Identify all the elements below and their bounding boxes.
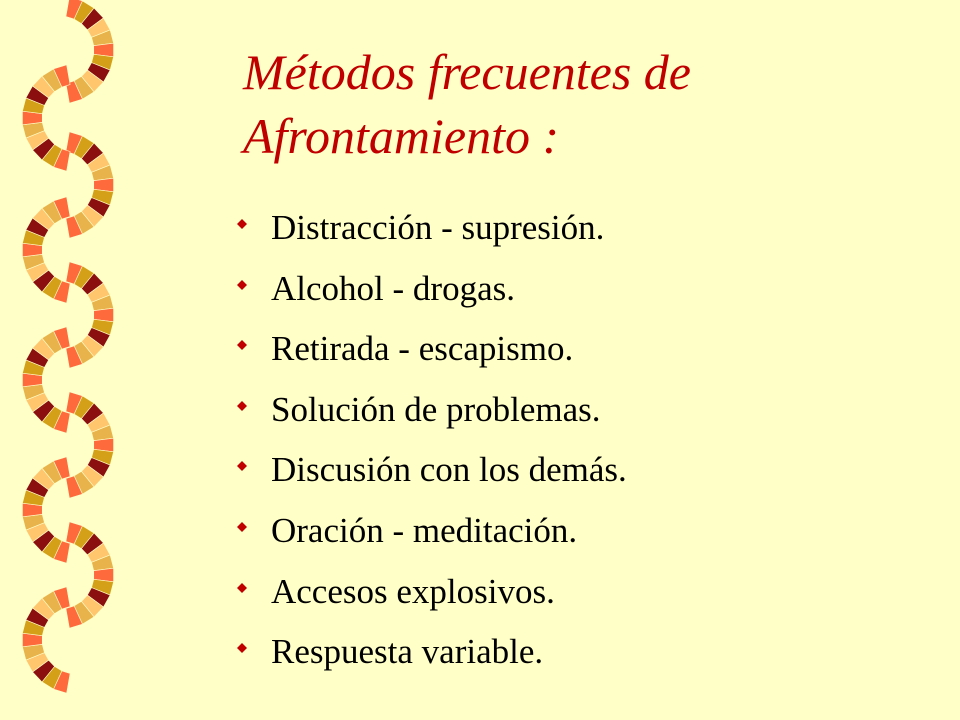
title-line-1: Métodos frecuentes de bbox=[243, 44, 691, 100]
diamond-bullet-icon bbox=[237, 643, 247, 653]
fan-ribbon-right-5 bbox=[66, 522, 114, 628]
fan-ribbon-right-3 bbox=[66, 262, 114, 368]
fan-ribbon-left-5 bbox=[22, 587, 70, 693]
list-item-text: Distracción - supresión. bbox=[271, 208, 605, 247]
list-item-text: Respuesta variable. bbox=[271, 632, 544, 672]
list-item-text: Solución de problemas. bbox=[271, 389, 601, 429]
list-item-text: Alcohol - drogas. bbox=[271, 268, 515, 308]
diamond-bullet-icon bbox=[237, 401, 247, 411]
fan-ribbon-left-3 bbox=[22, 327, 70, 433]
fan-ribbon-right-4 bbox=[66, 392, 114, 498]
list-item-text: Oración - meditación. bbox=[271, 510, 578, 550]
diamond-bullet-icon bbox=[237, 219, 247, 229]
fan-ribbon-right-1 bbox=[66, 0, 114, 103]
list-item-text: Retirada - escapismo. bbox=[271, 329, 574, 369]
slide-title bbox=[243, 40, 923, 168]
diamond-bullet-icon bbox=[237, 340, 247, 350]
fan-ribbon-left-4 bbox=[22, 457, 70, 563]
fan-ribbon-left-1 bbox=[22, 65, 70, 171]
diamond-bullet-icon bbox=[237, 583, 247, 593]
diamond-bullet-icon bbox=[237, 522, 247, 532]
diamond-bullet-icon bbox=[237, 280, 247, 290]
fan-ribbon-left-2 bbox=[22, 197, 70, 303]
fan-ribbon-right-2 bbox=[66, 132, 114, 238]
title-line-2: Afrontamiento : bbox=[243, 108, 560, 164]
diamond-bullet-icon bbox=[237, 461, 247, 471]
list-item-text: Accesos explosivos. bbox=[271, 571, 555, 611]
list-item-text: Discusión con los demás. bbox=[271, 450, 627, 490]
fan-ribbon-border bbox=[0, 0, 130, 720]
